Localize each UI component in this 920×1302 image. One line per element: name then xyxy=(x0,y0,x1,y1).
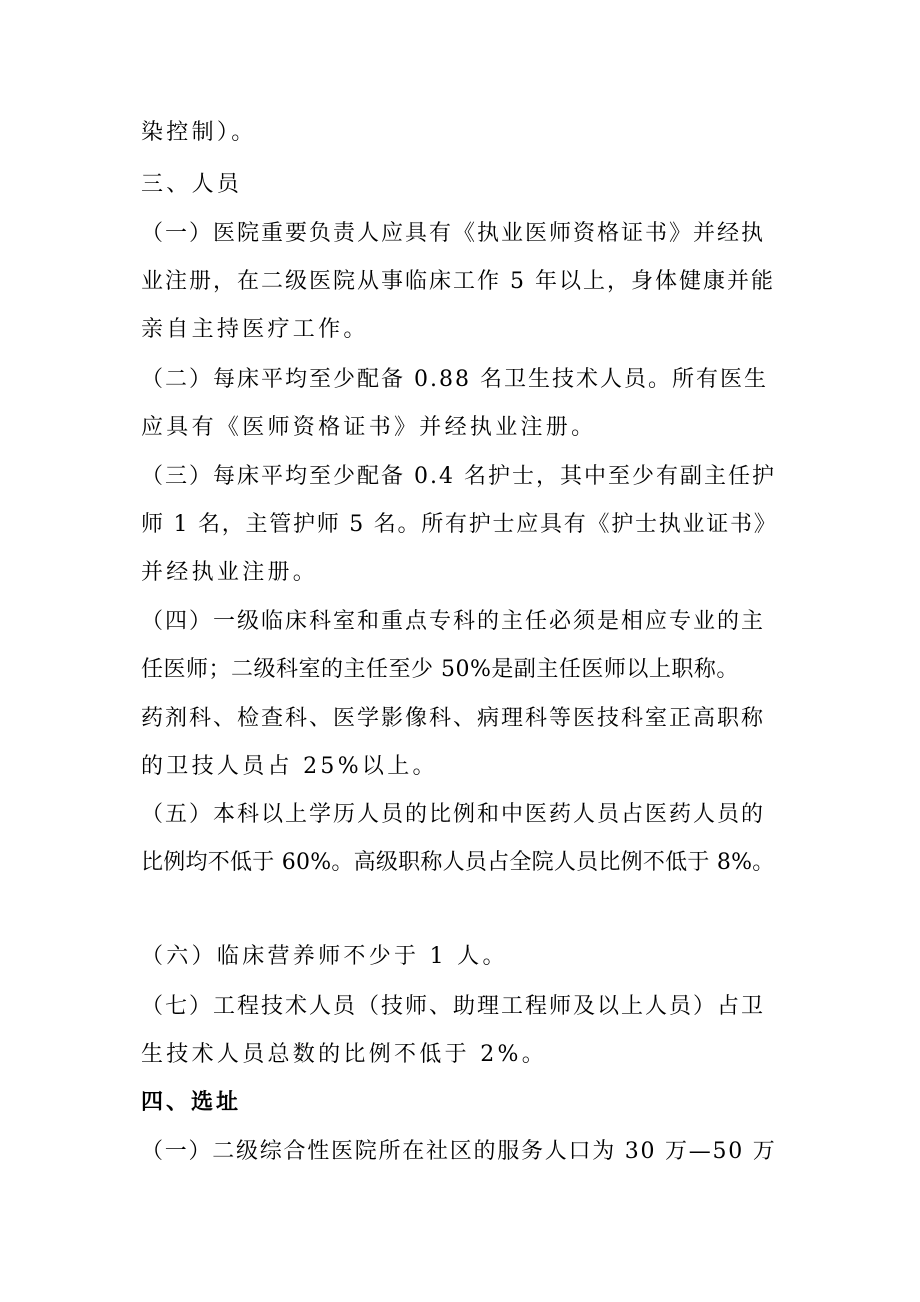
paragraph-line: 并经执业注册。 xyxy=(141,560,319,585)
paragraph-line: 药剂科、检查科、医学影像科、病理科等医技科室正高职称 xyxy=(141,706,766,731)
paragraph-line: 任医师；二级科室的主任至少 50%是副主任医师以上职称。 xyxy=(141,657,739,682)
paragraph-line: 业注册，在二级医院从事临床工作 5 年以上，身体健康并能 xyxy=(141,269,775,294)
paragraph-line: （一）医院重要负责人应具有《执业医师资格证书》并经执 xyxy=(141,221,766,246)
section-heading-personnel: 三、人员 xyxy=(141,172,243,197)
paragraph-line: （二）每床平均至少配备 0.88 名卫生技术人员。所有医生 xyxy=(141,367,768,392)
paragraph-line: 比例均不低于 60%。高级职称人员占全院人员比例不低于 8%。 xyxy=(141,850,775,875)
paragraph-line: 生技术人员总数的比例不低于 2%。 xyxy=(141,1042,547,1067)
paragraph-line: （六）临床营养师不少于 1 人。 xyxy=(141,944,508,969)
paragraph-line: 染控制）。 xyxy=(141,120,257,145)
section-heading-site-selection: 四、选址 xyxy=(141,1090,242,1115)
paragraph-line: （七）工程技术人员（技师、助理工程师及以上人员）占卫 xyxy=(141,994,766,1019)
paragraph-line: （一）二级综合性医院所在社区的服务人口为 30 万—50 万 xyxy=(141,1139,777,1164)
paragraph-line: （四）一级临床科室和重点专科的主任必须是相应专业的主 xyxy=(141,609,766,634)
paragraph-line: 师 1 名，主管护师 5 名。所有护士应具有《护士执业证书》 xyxy=(141,512,778,537)
paragraph-line: 的卫技人员占 25%以上。 xyxy=(141,754,438,779)
paragraph-line: 应具有《医师资格证书》并经执业注册。 xyxy=(141,415,597,440)
paragraph-line: 亲自主持医疗工作。 xyxy=(141,317,369,342)
paragraph-line: （三）每床平均至少配备 0.4 名护士，其中至少有副主任护 xyxy=(141,464,776,489)
paragraph-line: （五）本科以上学历人员的比例和中医药人员占医药人员的 xyxy=(141,802,766,827)
